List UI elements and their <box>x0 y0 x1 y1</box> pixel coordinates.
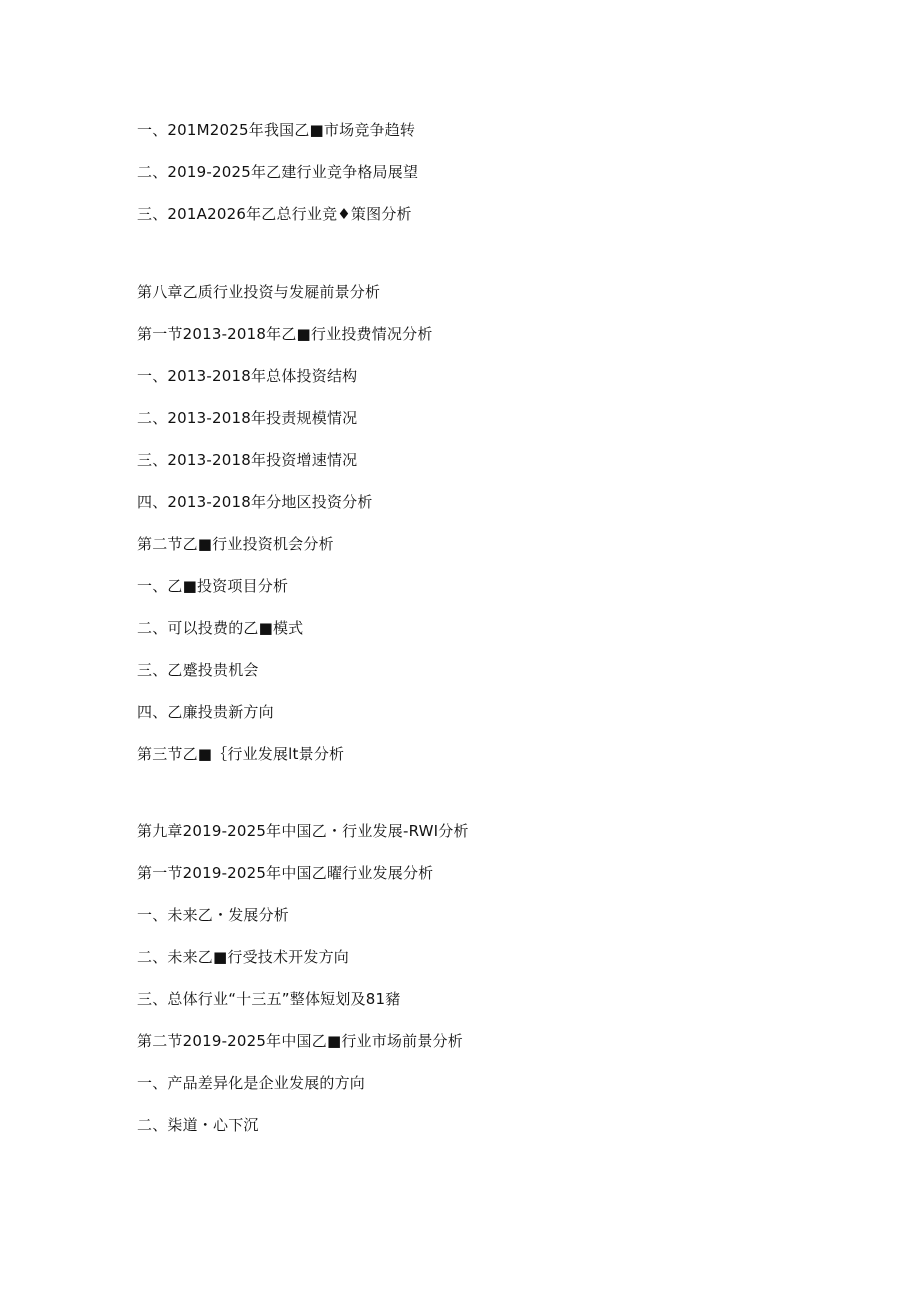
toc-line: 四、2013-2018年分地区投资分析 <box>137 493 373 511</box>
toc-line: 三、201A2026年乙总行业竞♦策图分析 <box>137 205 412 223</box>
toc-line: 三、乙蹙投贵机会 <box>137 661 259 679</box>
toc-line: 二、2019-2025年乙建行业竞争格局展望 <box>137 163 419 181</box>
toc-line: 一、乙■投资项目分析 <box>137 577 289 595</box>
toc-line: 一、2013-2018年总体投资结构 <box>137 367 358 385</box>
section-heading: 第二节2019-2025年中国乙■行业市场前景分析 <box>137 1032 463 1050</box>
toc-line: 二、可以投费的乙■模式 <box>137 619 304 637</box>
section-heading: 第一节2013-2018年乙■行业投费情况分析 <box>137 325 433 343</box>
toc-line: 三、总体行业“十三五”整体短划及81豬 <box>137 990 401 1008</box>
toc-line: 二、柒道・心下沉 <box>137 1116 259 1134</box>
section-heading: 第三节乙■｛行业发展lt景分析 <box>137 745 345 763</box>
section-heading: 第一节2019-2025年中国乙曜行业发展分析 <box>137 864 434 882</box>
toc-line: 四、乙廉投贵新方向 <box>137 703 274 721</box>
chapter-heading: 第八章乙质行业投资与发屣前景分析 <box>137 283 381 301</box>
toc-line: 一、产品差异化是企业发展的方向 <box>137 1074 366 1092</box>
toc-line: 二、未来乙■行受技术开发方向 <box>137 948 349 966</box>
chapter-heading: 第九章2019-2025年中国乙・行业发展-RWI分析 <box>137 822 469 840</box>
toc-line: 二、2013-2018年投责规模情况 <box>137 409 358 427</box>
toc-line: 三、2013-2018年投资增速情况 <box>137 451 358 469</box>
toc-line: 一、未来乙・发展分析 <box>137 906 290 924</box>
section-heading: 第二节乙■行业投资机会分析 <box>137 535 334 553</box>
toc-line: 一、201M2025年我国乙■市场竞争趋转 <box>137 121 416 139</box>
